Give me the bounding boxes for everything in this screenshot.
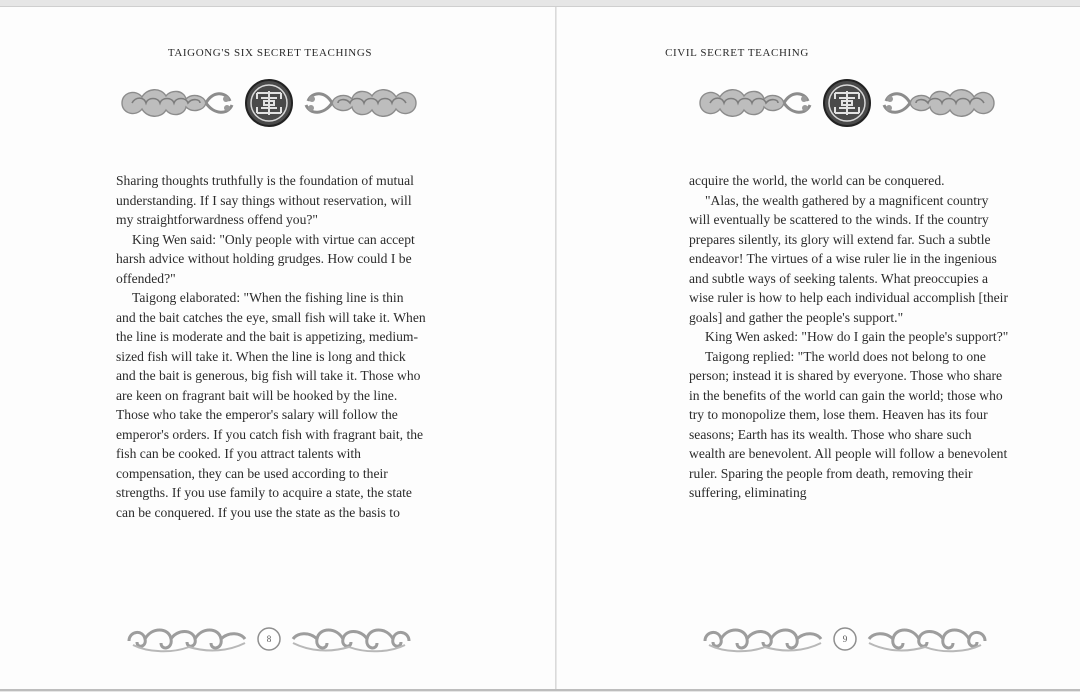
cloud-scroll-ornament — [692, 77, 1002, 129]
running-head: TAIGONG'S SIX SECRET TEACHINGS — [167, 47, 373, 59]
paragraph: acquire the world, the world can be conquered. — [689, 173, 945, 188]
body-text — [116, 171, 426, 522]
paragraph: Taigong elaborated: "When the fishing line is thin and the bait catches the eye, small fish will take it. When the line is moderate and the bait is appetizing, medium-sized fish will take it. When the line is long and thick and the bait is generous, big fish will take it. Those who are keen on fragrant bait will be hooked by the line. Those who take the emperor's salary will follow the emperor's orders. If you catch fish with fragrant bait, the fish can be cooked. If you attract talents with compensation, they can be used according to their strengths. If you use family to acquire a state, the state can be conquered. If you use the state as the basis to — [116, 290, 426, 520]
right-page — [557, 7, 1080, 689]
swirl-footer-ornament — [113, 619, 425, 659]
paragraph: King Wen said: "Only people with virtue can accept harsh advice without holding grudges. How could I be offended?" — [116, 231, 415, 286]
page-number: 8 — [266, 634, 272, 644]
cloud-scroll-ornament — [114, 77, 424, 129]
shou-medallion-icon — [246, 80, 292, 126]
paragraph: Sharing thoughts truthfully is the foundation of mutual understanding. If I say things without reservation, will my straightforwardness offend you?" — [116, 173, 414, 227]
shou-medallion-icon — [824, 80, 870, 126]
swirl-footer-ornament — [689, 619, 1001, 659]
page-number-circle — [834, 628, 856, 650]
paragraph: Taigong replied: "The world does not belong to one person; instead it is shared by everyone. Those who share in the benefits of the world can gain the world; those who try to monopolize them, lose them. Heaven has its four seasons; Earth has its wealth. Those who share such wealth are benevolent. All people will follow a benevolent ruler. Sparing the people from death, removing their suffering, eliminating — [689, 348, 1008, 500]
page-number-circle — [258, 628, 280, 650]
page-number: 9 — [842, 634, 848, 644]
body-text — [689, 171, 1009, 503]
book-spread — [0, 6, 1080, 691]
running-head: CIVIL SECRET TEACHING — [665, 47, 809, 59]
left-page — [0, 7, 555, 689]
paragraph: "Alas, the wealth gathered by a magnificent country will eventually be scattered to the winds. If the country prepares silently, its glory will extend far. Such a subtle endeavor! The virtues of a wise ruler lie in the ingenious and subtle ways of seeking talents. What preoccupies a wise ruler is how to help each individual accomplish [their goals] and gather the people's support." — [689, 192, 1008, 325]
paragraph: King Wen asked: "How do I gain the people's support?" — [705, 329, 1009, 344]
